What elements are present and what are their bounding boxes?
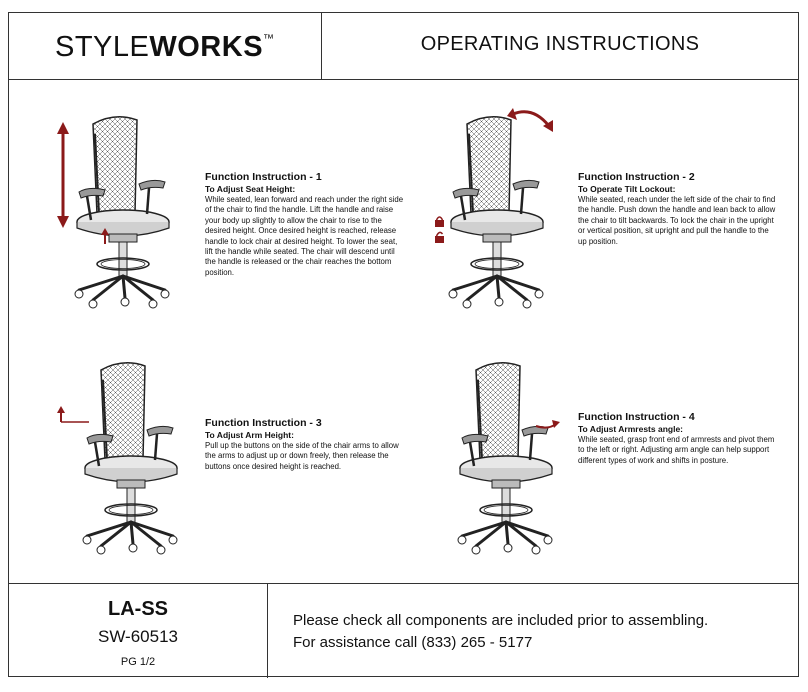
function-2-title: Function Instruction - 2 [578,171,695,183]
notice-line-2: For assistance call (833) 265 - 5177 [293,634,533,651]
pivot-arrow-icon [536,424,556,428]
brand-logo [55,31,275,64]
function-4 [578,411,778,466]
tilt-arrow-icon [513,112,549,126]
function-2-subtitle: To Operate Tilt Lockout: [578,184,676,194]
function-1-title: Function Instruction - 1 [205,171,322,183]
chair-arm-height-illustration [55,350,190,560]
chair-tilt-illustration [425,104,560,314]
page-number: PG 1/2 [120,656,156,668]
function-3 [205,417,405,472]
function-2-body: While seated, reach under the left side of the chair to find the handle. Push down the handle and lean back to allow the chair to tilt backwards. To lock the chair in the upright or vertical position, sit upright and pull the handle to the up position. [578,195,776,246]
function-1-subtitle: To Adjust Seat Height: [205,184,296,194]
function-2 [578,171,778,247]
assembly-notice [293,610,708,654]
function-4-subtitle: To Adjust Armrests angle: [578,424,684,434]
unlock-icon [435,236,444,243]
brand-light: STYLE [55,31,150,63]
function-4-title: Function Instruction - 4 [578,411,695,423]
lock-icon [435,220,444,227]
function-1-body: While seated, lean forward and reach under the right side of the chair to find the handle. Lift the handle and raise your body up slightly to allow the chair to rise to the desired height. Once desired height is reached, release handle to lock chair at desired height. To lower the seat, lift the handle while seated. The chair will descend until the handle is released or the chair reaches the bottom position. [205,195,404,277]
model-name: LA-SS [108,598,168,620]
function-3-subtitle: To Adjust Arm Height: [205,430,294,440]
function-3-title: Function Instruction - 3 [205,417,322,429]
footer-separator [267,583,268,678]
header-divider [9,79,798,80]
document-title: OPERATING INSTRUCTIONS [420,33,700,55]
footer-divider [9,583,798,584]
brand-bold: WORKS [149,31,264,63]
function-3-body: Pull up the buttons on the side of the chair arms to allow the arms to adjust up or down freely, then release the buttons once desired height is reached. [205,441,399,471]
notice-line-1: Please check all components are included prior to assembling. [293,612,709,629]
sku-number: SW-60513 [97,627,178,646]
brand-trademark: ™ [263,33,275,45]
function-1 [205,171,405,278]
chair-seat-height-illustration [55,104,190,314]
chair-armrest-angle-illustration [440,350,575,560]
function-4-body: While seated, grasp front end of armrests and pivot them to the left or right. Adjusting arm angle can help support different types of work and shifts in posture. [578,435,775,465]
